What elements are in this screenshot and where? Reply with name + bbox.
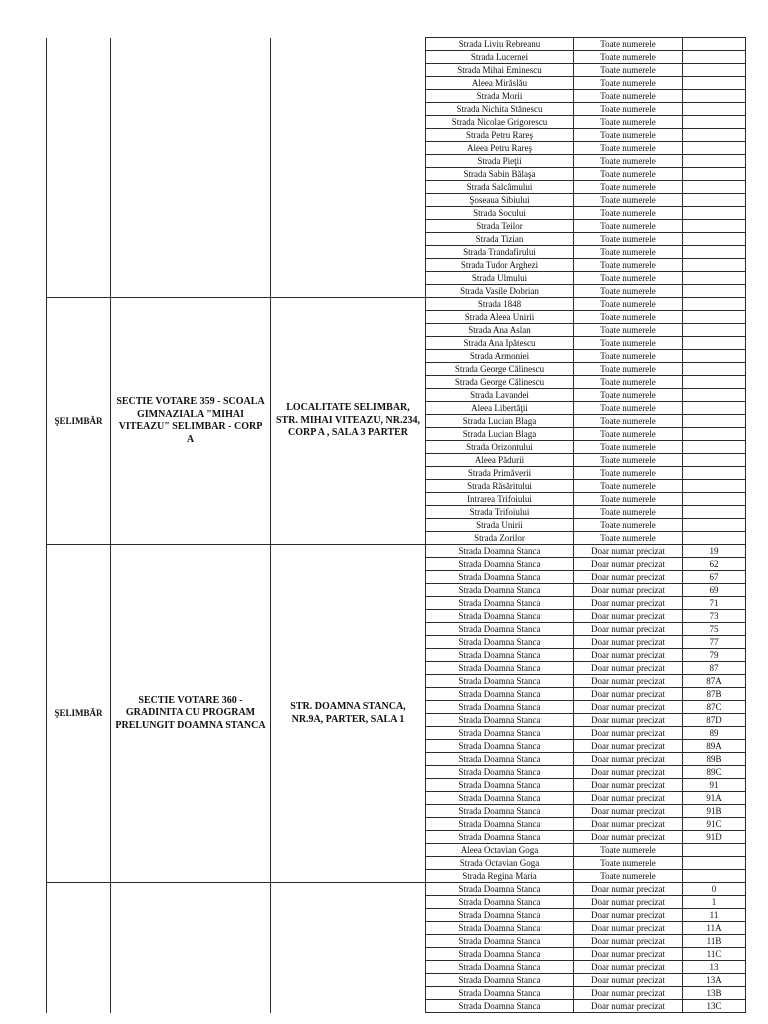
- street-cell: Strada Doamna Stanca: [426, 883, 574, 896]
- locality-cell: [47, 883, 111, 1013]
- house-number-cell: 11B: [683, 935, 746, 948]
- house-number-cell: [683, 324, 746, 337]
- street-cell: Strada Doamna Stanca: [426, 779, 574, 792]
- numbering-type-cell: Toate numerele: [574, 376, 683, 389]
- polling-section-cell: [111, 545, 271, 883]
- house-number-cell: 1: [683, 896, 746, 909]
- house-number-cell: 69: [683, 584, 746, 597]
- street-cell: Strada Socului: [426, 207, 574, 220]
- numbering-type-cell: Toate numerele: [574, 168, 683, 181]
- street-cell: Strada Răsăritului: [426, 480, 574, 493]
- street-cell: Strada Ana Ipătescu: [426, 337, 574, 350]
- street-cell: Strada Teilor: [426, 220, 574, 233]
- numbering-type-cell: Toate numerele: [574, 116, 683, 129]
- numbering-type-cell: Doar numar precizat: [574, 987, 683, 1000]
- street-cell: Strada Doamna Stanca: [426, 753, 574, 766]
- locality-cell: [47, 298, 111, 545]
- house-number-cell: [683, 428, 746, 441]
- section-address-text: STR. DOAMNA STANCA, NR.9A, PARTER, SALA 1: [290, 701, 406, 725]
- street-cell: Strada Liviu Rebreanu: [426, 38, 574, 51]
- table-row: [47, 298, 746, 311]
- numbering-type-cell: Toate numerele: [574, 857, 683, 870]
- house-number-cell: 13B: [683, 987, 746, 1000]
- table-row: [47, 38, 746, 51]
- numbering-type-cell: Doar numar precizat: [574, 818, 683, 831]
- numbering-type-cell: Doar numar precizat: [574, 896, 683, 909]
- house-number-cell: [683, 116, 746, 129]
- house-number-cell: [683, 415, 746, 428]
- street-cell: Strada Doamna Stanca: [426, 714, 574, 727]
- street-cell: Strada Doamna Stanca: [426, 623, 574, 636]
- house-number-cell: [683, 272, 746, 285]
- house-number-cell: [683, 285, 746, 298]
- street-cell: Strada Doamna Stanca: [426, 805, 574, 818]
- numbering-type-cell: Toate numerele: [574, 155, 683, 168]
- house-number-cell: [683, 233, 746, 246]
- house-number-cell: [683, 363, 746, 376]
- house-number-cell: 91A: [683, 792, 746, 805]
- street-cell: Strada Doamna Stanca: [426, 558, 574, 571]
- street-cell: Strada Aleea Unirii: [426, 311, 574, 324]
- section-address-cell: [271, 883, 426, 1013]
- house-number-cell: 87D: [683, 714, 746, 727]
- table-row: [47, 545, 746, 558]
- numbering-type-cell: Doar numar precizat: [574, 727, 683, 740]
- street-cell: Strada Petru Rareş: [426, 129, 574, 142]
- numbering-type-cell: Toate numerele: [574, 493, 683, 506]
- house-number-cell: [683, 454, 746, 467]
- house-number-cell: 87: [683, 662, 746, 675]
- numbering-type-cell: Toate numerele: [574, 285, 683, 298]
- numbering-type-cell: Toate numerele: [574, 454, 683, 467]
- numbering-type-cell: Doar numar precizat: [574, 740, 683, 753]
- street-cell: Strada Doamna Stanca: [426, 792, 574, 805]
- street-cell: Strada Doamna Stanca: [426, 636, 574, 649]
- street-cell: Strada Doamna Stanca: [426, 818, 574, 831]
- house-number-cell: [683, 870, 746, 883]
- street-cell: Strada Doamna Stanca: [426, 896, 574, 909]
- numbering-type-cell: Doar numar precizat: [574, 558, 683, 571]
- street-cell: Strada Lucian Blaga: [426, 415, 574, 428]
- house-number-cell: [683, 220, 746, 233]
- house-number-cell: [683, 246, 746, 259]
- numbering-type-cell: Toate numerele: [574, 38, 683, 51]
- street-cell: Strada Nicolae Grigorescu: [426, 116, 574, 129]
- street-cell: Strada Trifoiului: [426, 506, 574, 519]
- house-number-cell: [683, 90, 746, 103]
- numbering-type-cell: Toate numerele: [574, 246, 683, 259]
- house-number-cell: 67: [683, 571, 746, 584]
- house-number-cell: 13: [683, 961, 746, 974]
- numbering-type-cell: Doar numar precizat: [574, 753, 683, 766]
- house-number-cell: [683, 64, 746, 77]
- street-cell: Strada Doamna Stanca: [426, 662, 574, 675]
- house-number-cell: 89: [683, 727, 746, 740]
- street-cell: Strada Doamna Stanca: [426, 675, 574, 688]
- numbering-type-cell: Doar numar precizat: [574, 714, 683, 727]
- house-number-cell: 79: [683, 649, 746, 662]
- street-cell: Strada Lavandei: [426, 389, 574, 402]
- house-number-cell: [683, 77, 746, 90]
- numbering-type-cell: Toate numerele: [574, 272, 683, 285]
- house-number-cell: [683, 207, 746, 220]
- house-number-cell: 91: [683, 779, 746, 792]
- street-cell: Strada Primăverii: [426, 467, 574, 480]
- numbering-type-cell: Toate numerele: [574, 129, 683, 142]
- house-number-cell: [683, 181, 746, 194]
- street-cell: Strada Nichita Stănescu: [426, 103, 574, 116]
- house-number-cell: [683, 142, 746, 155]
- numbering-type-cell: Toate numerele: [574, 142, 683, 155]
- polling-section-name: SECTIE VOTARE 360 - GRADINITA CU PROGRAM PRELUNGIT DOAMNA STANCA: [115, 694, 266, 731]
- house-number-cell: 73: [683, 610, 746, 623]
- numbering-type-cell: Doar numar precizat: [574, 961, 683, 974]
- section-address-cell: [271, 38, 426, 298]
- street-cell: Strada Regina Maria: [426, 870, 574, 883]
- house-number-cell: 19: [683, 545, 746, 558]
- street-cell: Strada Sabin Bălaşa: [426, 168, 574, 181]
- house-number-cell: [683, 844, 746, 857]
- street-cell: Strada Doamna Stanca: [426, 922, 574, 935]
- numbering-type-cell: Toate numerele: [574, 220, 683, 233]
- numbering-type-cell: Toate numerele: [574, 324, 683, 337]
- street-cell: Strada Doamna Stanca: [426, 740, 574, 753]
- street-cell: Strada Doamna Stanca: [426, 974, 574, 987]
- numbering-type-cell: Toate numerele: [574, 194, 683, 207]
- numbering-type-cell: Toate numerele: [574, 233, 683, 246]
- street-cell: Strada Doamna Stanca: [426, 545, 574, 558]
- house-number-cell: [683, 506, 746, 519]
- house-number-cell: [683, 532, 746, 545]
- numbering-type-cell: Toate numerele: [574, 402, 683, 415]
- numbering-type-cell: Toate numerele: [574, 441, 683, 454]
- street-cell: Strada Doamna Stanca: [426, 584, 574, 597]
- polling-section-cell: [111, 883, 271, 1013]
- numbering-type-cell: Doar numar precizat: [574, 922, 683, 935]
- house-number-cell: [683, 493, 746, 506]
- street-cell: Strada Doamna Stanca: [426, 987, 574, 1000]
- house-number-cell: 11C: [683, 948, 746, 961]
- numbering-type-cell: Doar numar precizat: [574, 610, 683, 623]
- street-cell: Strada George Călinescu: [426, 363, 574, 376]
- house-number-cell: 71: [683, 597, 746, 610]
- numbering-type-cell: Doar numar precizat: [574, 623, 683, 636]
- numbering-type-cell: Toate numerele: [574, 259, 683, 272]
- street-cell: Strada Doamna Stanca: [426, 701, 574, 714]
- street-cell: Strada Doamna Stanca: [426, 935, 574, 948]
- numbering-type-cell: Toate numerele: [574, 350, 683, 363]
- house-number-cell: 91C: [683, 818, 746, 831]
- numbering-type-cell: Doar numar precizat: [574, 688, 683, 701]
- locality-cell: [47, 545, 111, 883]
- numbering-type-cell: Doar numar precizat: [574, 948, 683, 961]
- house-number-cell: 87A: [683, 675, 746, 688]
- numbering-type-cell: Doar numar precizat: [574, 766, 683, 779]
- numbering-type-cell: Doar numar precizat: [574, 974, 683, 987]
- numbering-type-cell: Toate numerele: [574, 415, 683, 428]
- numbering-type-cell: Toate numerele: [574, 428, 683, 441]
- street-cell: Strada Lucian Blaga: [426, 428, 574, 441]
- street-cell: Aleea Libertăţii: [426, 402, 574, 415]
- numbering-type-cell: Doar numar precizat: [574, 597, 683, 610]
- house-number-cell: [683, 441, 746, 454]
- street-cell: Strada Salcâmului: [426, 181, 574, 194]
- street-cell: Strada Doamna Stanca: [426, 831, 574, 844]
- numbering-type-cell: Doar numar precizat: [574, 883, 683, 896]
- street-cell: Aleea Petru Rareş: [426, 142, 574, 155]
- house-number-cell: [683, 129, 746, 142]
- numbering-type-cell: Toate numerele: [574, 298, 683, 311]
- numbering-type-cell: Toate numerele: [574, 844, 683, 857]
- street-cell: Strada Doamna Stanca: [426, 649, 574, 662]
- numbering-type-cell: Toate numerele: [574, 519, 683, 532]
- street-cell: Strada Pieţii: [426, 155, 574, 168]
- house-number-cell: [683, 38, 746, 51]
- house-number-cell: [683, 519, 746, 532]
- house-number-cell: [683, 51, 746, 64]
- house-number-cell: 13A: [683, 974, 746, 987]
- numbering-type-cell: Doar numar precizat: [574, 662, 683, 675]
- house-number-cell: 89B: [683, 753, 746, 766]
- street-cell: Strada 1848: [426, 298, 574, 311]
- street-cell: Aleea Mirăslău: [426, 77, 574, 90]
- street-cell: Strada Morii: [426, 90, 574, 103]
- street-cell: Şoseaua Sibiului: [426, 194, 574, 207]
- numbering-type-cell: Toate numerele: [574, 90, 683, 103]
- house-number-cell: [683, 350, 746, 363]
- section-address-cell: [271, 298, 426, 545]
- numbering-type-cell: Doar numar precizat: [574, 649, 683, 662]
- numbering-type-cell: Doar numar precizat: [574, 584, 683, 597]
- house-number-cell: [683, 155, 746, 168]
- street-cell: Strada Lucernei: [426, 51, 574, 64]
- street-cell: Aleea Pădurii: [426, 454, 574, 467]
- house-number-cell: 87B: [683, 688, 746, 701]
- street-cell: Strada Doamna Stanca: [426, 597, 574, 610]
- numbering-type-cell: Doar numar precizat: [574, 701, 683, 714]
- street-cell: Strada Doamna Stanca: [426, 961, 574, 974]
- numbering-type-cell: Toate numerele: [574, 389, 683, 402]
- numbering-type-cell: Doar numar precizat: [574, 935, 683, 948]
- street-cell: Strada Doamna Stanca: [426, 571, 574, 584]
- numbering-type-cell: Toate numerele: [574, 337, 683, 350]
- street-cell: Strada Doamna Stanca: [426, 766, 574, 779]
- polling-section-name: SECTIE VOTARE 359 - SCOALA GIMNAZIALA "MIHAI VITEAZU" SELIMBAR - CORP A: [116, 396, 265, 445]
- numbering-type-cell: Doar numar precizat: [574, 909, 683, 922]
- house-number-cell: [683, 376, 746, 389]
- street-cell: Strada Doamna Stanca: [426, 948, 574, 961]
- house-number-cell: [683, 337, 746, 350]
- numbering-type-cell: Doar numar precizat: [574, 779, 683, 792]
- street-cell: Strada Mihai Eminescu: [426, 64, 574, 77]
- house-number-cell: [683, 194, 746, 207]
- street-cell: Strada Trandafirului: [426, 246, 574, 259]
- polling-section-cell: [111, 298, 271, 545]
- house-number-cell: [683, 259, 746, 272]
- table-row: [47, 883, 746, 896]
- house-number-cell: 11: [683, 909, 746, 922]
- numbering-type-cell: Doar numar precizat: [574, 805, 683, 818]
- numbering-type-cell: Toate numerele: [574, 506, 683, 519]
- street-cell: Strada Doamna Stanca: [426, 727, 574, 740]
- numbering-type-cell: Toate numerele: [574, 480, 683, 493]
- locality-cell: [47, 38, 111, 298]
- house-number-cell: 0: [683, 883, 746, 896]
- numbering-type-cell: Toate numerele: [574, 363, 683, 376]
- street-cell: Strada Doamna Stanca: [426, 909, 574, 922]
- house-number-cell: [683, 103, 746, 116]
- numbering-type-cell: Toate numerele: [574, 103, 683, 116]
- locality-text: ŞELIMBĂR: [54, 415, 103, 426]
- numbering-type-cell: Toate numerele: [574, 870, 683, 883]
- polling-section-cell: [111, 38, 271, 298]
- street-cell: Strada Vasile Dobrian: [426, 285, 574, 298]
- house-number-cell: [683, 311, 746, 324]
- numbering-type-cell: Doar numar precizat: [574, 675, 683, 688]
- street-cell: Strada Unirii: [426, 519, 574, 532]
- street-cell: Strada Tudor Arghezi: [426, 259, 574, 272]
- numbering-type-cell: Toate numerele: [574, 77, 683, 90]
- house-number-cell: 91B: [683, 805, 746, 818]
- numbering-type-cell: Toate numerele: [574, 181, 683, 194]
- numbering-type-cell: Doar numar precizat: [574, 792, 683, 805]
- house-number-cell: 11A: [683, 922, 746, 935]
- numbering-type-cell: Toate numerele: [574, 207, 683, 220]
- numbering-type-cell: Toate numerele: [574, 532, 683, 545]
- numbering-type-cell: Doar numar precizat: [574, 571, 683, 584]
- polling-sections-table: [46, 37, 746, 1013]
- house-number-cell: 13C: [683, 1000, 746, 1013]
- numbering-type-cell: Toate numerele: [574, 64, 683, 77]
- section-address-cell: [271, 545, 426, 883]
- street-cell: Strada Tizian: [426, 233, 574, 246]
- street-cell: Strada George Călinescu: [426, 376, 574, 389]
- house-number-cell: 91D: [683, 831, 746, 844]
- house-number-cell: 89C: [683, 766, 746, 779]
- table-body: [47, 38, 746, 1013]
- numbering-type-cell: Doar numar precizat: [574, 636, 683, 649]
- street-cell: Strada Ulmului: [426, 272, 574, 285]
- house-number-cell: [683, 298, 746, 311]
- numbering-type-cell: Toate numerele: [574, 51, 683, 64]
- section-address-text: LOCALITATE SELIMBAR, STR. MIHAI VITEAZU, NR.234, CORP A , SALA 3 PARTER: [275, 402, 420, 439]
- house-number-cell: [683, 389, 746, 402]
- house-number-cell: 87C: [683, 701, 746, 714]
- street-cell: Strada Armoniei: [426, 350, 574, 363]
- locality-text: ŞELIMBĂR: [54, 708, 103, 719]
- street-cell: Strada Orizontului: [426, 441, 574, 454]
- street-cell: Strada Zorilor: [426, 532, 574, 545]
- house-number-cell: [683, 168, 746, 181]
- street-cell: Strada Doamna Stanca: [426, 688, 574, 701]
- house-number-cell: 77: [683, 636, 746, 649]
- street-cell: Intrarea Trifoiului: [426, 493, 574, 506]
- street-cell: Aleea Octavian Goga: [426, 844, 574, 857]
- house-number-cell: [683, 480, 746, 493]
- street-cell: Strada Doamna Stanca: [426, 1000, 574, 1013]
- house-number-cell: 89A: [683, 740, 746, 753]
- numbering-type-cell: Toate numerele: [574, 311, 683, 324]
- street-cell: Strada Octavian Goga: [426, 857, 574, 870]
- street-cell: Strada Doamna Stanca: [426, 610, 574, 623]
- house-number-cell: [683, 467, 746, 480]
- street-cell: Strada Ana Aslan: [426, 324, 574, 337]
- numbering-type-cell: Doar numar precizat: [574, 545, 683, 558]
- house-number-cell: [683, 857, 746, 870]
- house-number-cell: 62: [683, 558, 746, 571]
- house-number-cell: [683, 402, 746, 415]
- house-number-cell: 75: [683, 623, 746, 636]
- numbering-type-cell: Doar numar precizat: [574, 1000, 683, 1013]
- numbering-type-cell: Doar numar precizat: [574, 831, 683, 844]
- numbering-type-cell: Toate numerele: [574, 467, 683, 480]
